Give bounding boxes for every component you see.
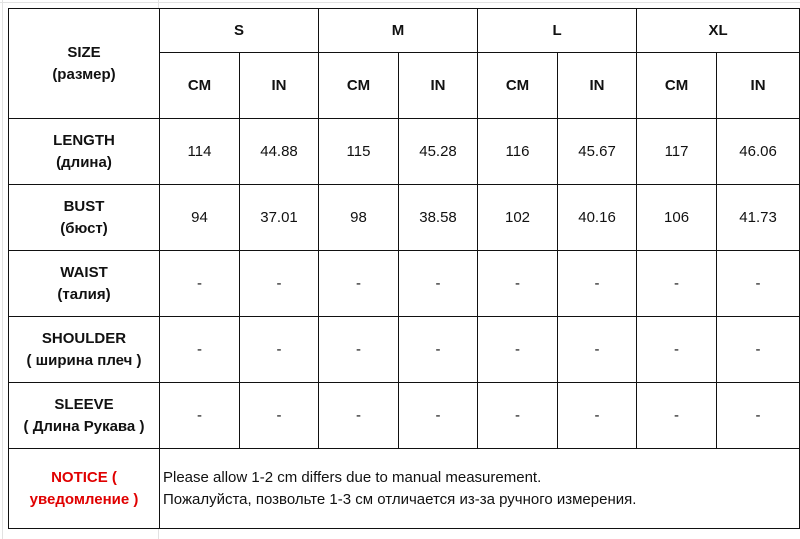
unit-in-header: IN xyxy=(399,53,478,119)
row-label: SLEEVE xyxy=(54,395,114,413)
table-cell: - xyxy=(558,383,637,449)
row-label: WAIST xyxy=(60,263,108,281)
table-cell: - xyxy=(478,317,558,383)
unit-in-header: IN xyxy=(240,53,319,119)
size-label-cell xyxy=(9,9,160,119)
row-label-ru: (талия) xyxy=(57,285,111,303)
table-cell: - xyxy=(319,317,399,383)
table-cell: - xyxy=(319,251,399,317)
row-label-cell xyxy=(9,383,160,449)
table-cell: 106 xyxy=(637,185,717,251)
size-l-header: L xyxy=(478,9,637,53)
table-cell: 115 xyxy=(319,119,399,185)
grid-line xyxy=(0,2,800,3)
table-cell: 98 xyxy=(319,185,399,251)
table-cell: - xyxy=(399,317,478,383)
table-cell: 40.16 xyxy=(558,185,637,251)
notice-text-cell xyxy=(160,449,800,529)
table-cell: - xyxy=(637,251,717,317)
table-cell: 114 xyxy=(160,119,240,185)
table-cell: - xyxy=(717,383,800,449)
notice-text-ru: Пожалуйста, позвольте 1-3 см отличается из-за ручного измерения. xyxy=(163,490,637,508)
table-cell: - xyxy=(240,383,319,449)
row-label: LENGTH xyxy=(53,131,115,149)
row-label: BUST xyxy=(63,197,105,215)
row-label: SHOULDER xyxy=(41,329,127,347)
size-header-row xyxy=(9,9,800,53)
table-cell: - xyxy=(399,251,478,317)
table-cell: 44.88 xyxy=(240,119,319,185)
table-cell: 46.06 xyxy=(717,119,800,185)
table-cell: - xyxy=(558,317,637,383)
size-m-header: M xyxy=(319,9,478,53)
unit-cm-header: CM xyxy=(637,53,717,119)
notice-label: NOTICE xyxy=(51,468,108,486)
table-cell: 45.28 xyxy=(399,119,478,185)
unit-cm-header: CM xyxy=(160,53,240,119)
size-label-ru: (размер) xyxy=(52,65,116,83)
table-cell: - xyxy=(558,251,637,317)
table-cell: 116 xyxy=(478,119,558,185)
row-label-cell xyxy=(9,185,160,251)
table-cell: 94 xyxy=(160,185,240,251)
table-row xyxy=(9,119,800,185)
size-s-header: S xyxy=(160,9,319,53)
table-cell: - xyxy=(160,383,240,449)
row-label-cell xyxy=(9,317,160,383)
table-cell: 37.01 xyxy=(240,185,319,251)
table-cell: - xyxy=(637,317,717,383)
table-cell: - xyxy=(240,317,319,383)
table-row xyxy=(9,185,800,251)
table-row xyxy=(9,251,800,317)
table-cell: - xyxy=(478,383,558,449)
table-cell: 41.73 xyxy=(717,185,800,251)
grid-line xyxy=(2,0,3,539)
table-cell: - xyxy=(399,383,478,449)
table-cell: - xyxy=(160,251,240,317)
row-label-ru: ( Длина Рукава ) xyxy=(23,417,145,435)
table-cell: - xyxy=(478,251,558,317)
row-label-cell xyxy=(9,119,160,185)
unit-in-header: IN xyxy=(717,53,800,119)
table-cell: - xyxy=(160,317,240,383)
notice-text-en: Please allow 1-2 cm differs due to manual measurement. xyxy=(163,468,542,486)
notice-label-cell xyxy=(9,449,160,529)
unit-in-header: IN xyxy=(558,53,637,119)
notice-label-ru: ( уведомление ) xyxy=(29,468,139,508)
table-cell: - xyxy=(319,383,399,449)
table-cell: 102 xyxy=(478,185,558,251)
row-label-ru: ( ширина плеч ) xyxy=(26,351,142,369)
row-label-ru: (длина) xyxy=(56,153,112,171)
row-label-cell xyxy=(9,251,160,317)
table-cell: - xyxy=(637,383,717,449)
unit-cm-header: CM xyxy=(478,53,558,119)
table-cell: - xyxy=(717,317,800,383)
row-label-ru: (бюст) xyxy=(60,219,108,237)
size-chart-table xyxy=(8,8,800,529)
table-row xyxy=(9,317,800,383)
table-cell: 38.58 xyxy=(399,185,478,251)
table-cell: 117 xyxy=(637,119,717,185)
unit-cm-header: CM xyxy=(319,53,399,119)
size-label: SIZE xyxy=(67,43,101,61)
table-row xyxy=(9,383,800,449)
size-xl-header: XL xyxy=(637,9,800,53)
table-cell: - xyxy=(717,251,800,317)
notice-row xyxy=(9,449,800,529)
table-cell: - xyxy=(240,251,319,317)
table-cell: 45.67 xyxy=(558,119,637,185)
